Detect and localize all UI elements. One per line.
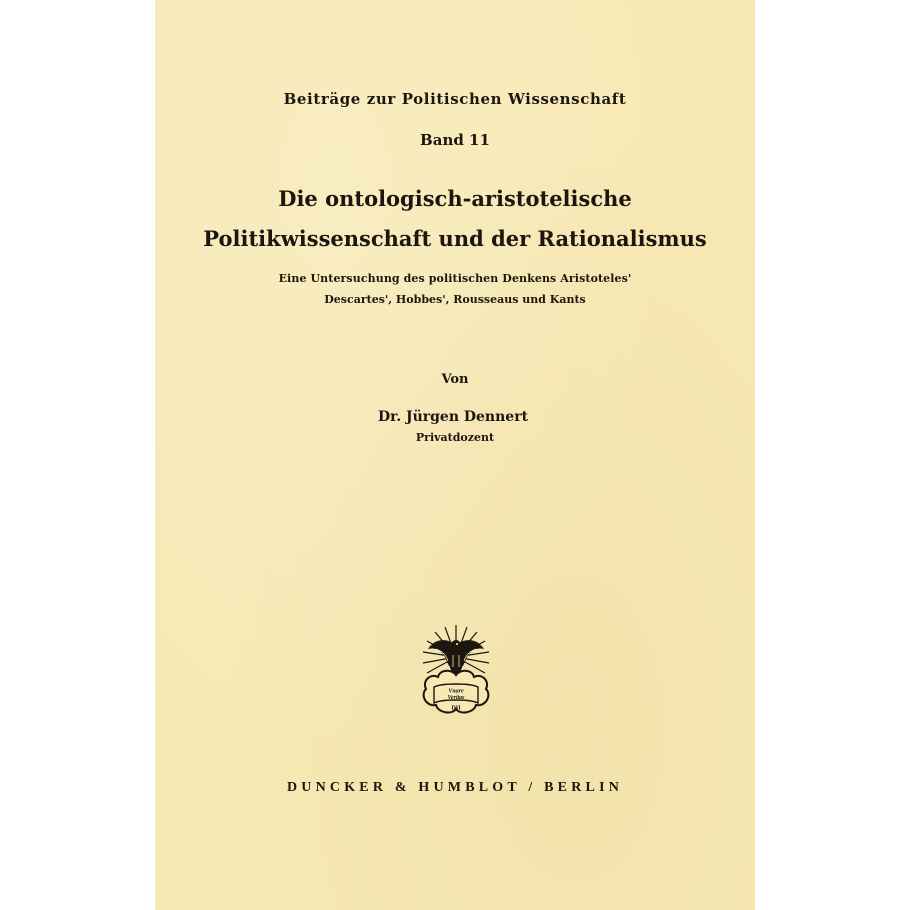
subtitle-line-2: Descartes', Hobbes', Rousseaus und Kants [324,293,586,306]
author-title: Privatdozent [415,431,495,444]
publisher-imprint: DUNCKER & HUMBLOT / BERLIN [286,780,624,795]
by-label: Von [441,372,469,387]
book-title-line-1: Die ontologisch-aristotelische [278,186,632,211]
author-name: Dr. Jürgen Dennert [377,409,529,425]
logo-motto-line-2: Veritas [447,695,465,701]
book-title-line-2: Politikwissenschaft und der Rationalismus [203,226,707,251]
eagle-emblem-icon [420,623,492,715]
book-cover [155,0,755,910]
logo-initials: DH [451,705,461,712]
logo-motto-line-1: Vnare [448,688,464,695]
volume-number: Band 11 [420,131,490,149]
series-title: Beiträge zur Politischen Wissenschaft [283,90,627,108]
subtitle-line-1: Eine Untersuchung des politischen Denkens Aristoteles' [278,272,632,285]
